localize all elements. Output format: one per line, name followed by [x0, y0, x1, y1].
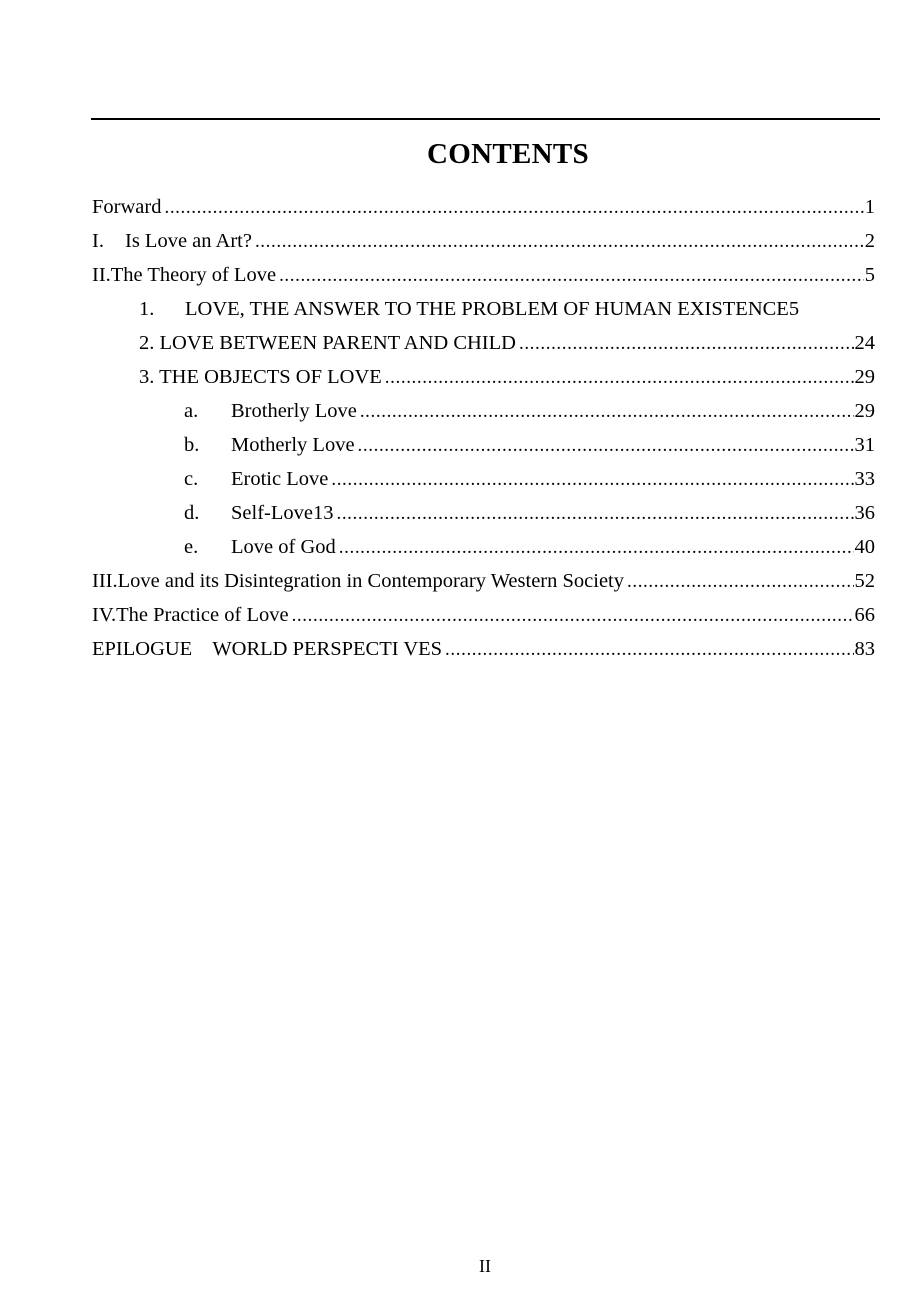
toc-page-number: 52: [854, 570, 875, 592]
toc-entry-brotherly-love[interactable]: [184, 396, 875, 426]
toc-page-number: 66: [854, 604, 875, 626]
toc-entry-epilogue[interactable]: [92, 634, 875, 664]
toc-page-number: 83: [854, 638, 875, 660]
toc-entry-forward[interactable]: [92, 192, 875, 222]
toc-page-number: 29: [854, 366, 875, 388]
dot-leader: [627, 567, 854, 597]
toc-entry-disintegration[interactable]: [92, 566, 875, 596]
toc-entry-text: Erotic Love: [231, 468, 329, 490]
toc-entry-text: LOVE, THE ANSWER TO THE PROBLEM OF HUMAN EXISTENCE: [185, 298, 789, 320]
toc-entry-text: 2. LOVE BETWEEN PARENT AND CHILD: [139, 332, 516, 354]
toc-entry-erotic-love[interactable]: [184, 464, 875, 494]
toc-page-number: 29: [854, 400, 875, 422]
toc-entry-text: Self-Love13: [231, 502, 334, 524]
toc-page-number: 1: [864, 196, 875, 218]
toc-page-number: 31: [854, 434, 875, 456]
toc-page-number: 40: [854, 536, 875, 558]
toc-entry-parent-and-child[interactable]: [139, 328, 875, 358]
toc-entry-objects-of-love[interactable]: [139, 362, 875, 392]
dot-leader: [519, 329, 854, 359]
toc-entry-love-the-answer[interactable]: [139, 294, 875, 324]
dot-leader: [385, 363, 854, 393]
dot-leader: [336, 499, 853, 529]
toc-entry-marker: d.: [184, 502, 200, 524]
toc-entry-theory-of-love[interactable]: [92, 260, 875, 290]
toc-entry-marker: b.: [184, 434, 200, 456]
toc-entry-text: 3. THE OBJECTS OF LOVE: [139, 366, 382, 388]
dot-leader: [164, 193, 863, 223]
toc-page-number: 24: [854, 332, 875, 354]
header-rule: [91, 118, 880, 120]
toc-entry-love-of-god[interactable]: [184, 532, 875, 562]
dot-leader: [339, 533, 854, 563]
toc-page-number: 5: [864, 264, 875, 286]
page-title: CONTENTS: [427, 138, 589, 170]
toc-entry-text: Brotherly Love: [231, 400, 357, 422]
toc-entry-text: III.Love and its Disintegration in Contemporary Western Society: [92, 570, 624, 592]
toc-page-number: 33: [854, 468, 875, 490]
dot-leader: [331, 465, 853, 495]
toc-page-number: 36: [854, 502, 875, 524]
toc-page-number: 5: [788, 298, 800, 320]
toc-entry-text: Motherly Love: [231, 434, 355, 456]
toc-entry-marker: a.: [184, 400, 199, 422]
toc-entry-motherly-love[interactable]: [184, 430, 875, 460]
toc-entry-self-love[interactable]: [184, 498, 875, 528]
toc-entry-marker: c.: [184, 468, 199, 490]
toc-entry-is-love-an-art[interactable]: [92, 226, 875, 256]
dot-leader: [279, 261, 864, 291]
dot-leader: [360, 397, 854, 427]
toc-entry-text: Love of God: [231, 536, 336, 558]
toc-entry-marker: 1.: [139, 298, 155, 320]
dot-leader: [445, 635, 853, 665]
toc-entry-practice-of-love[interactable]: [92, 600, 875, 630]
toc-entry-text: Is Love an Art?: [125, 230, 252, 252]
dot-leader: [292, 601, 854, 631]
toc-entry-text: IV.The Practice of Love: [92, 604, 289, 626]
toc-entry-marker: I.: [92, 230, 104, 252]
dot-leader: [255, 227, 864, 257]
toc-entry-text: EPILOGUE WORLD PERSPECTI VES: [92, 638, 443, 660]
toc-entry-text: Forward: [92, 196, 162, 218]
toc-entry-text: II.The Theory of Love: [92, 264, 277, 286]
dot-leader: [358, 431, 854, 461]
toc-page-number: 2: [864, 230, 875, 252]
footer-page-number: II: [479, 1256, 491, 1276]
toc-entry-marker: e.: [184, 536, 199, 558]
